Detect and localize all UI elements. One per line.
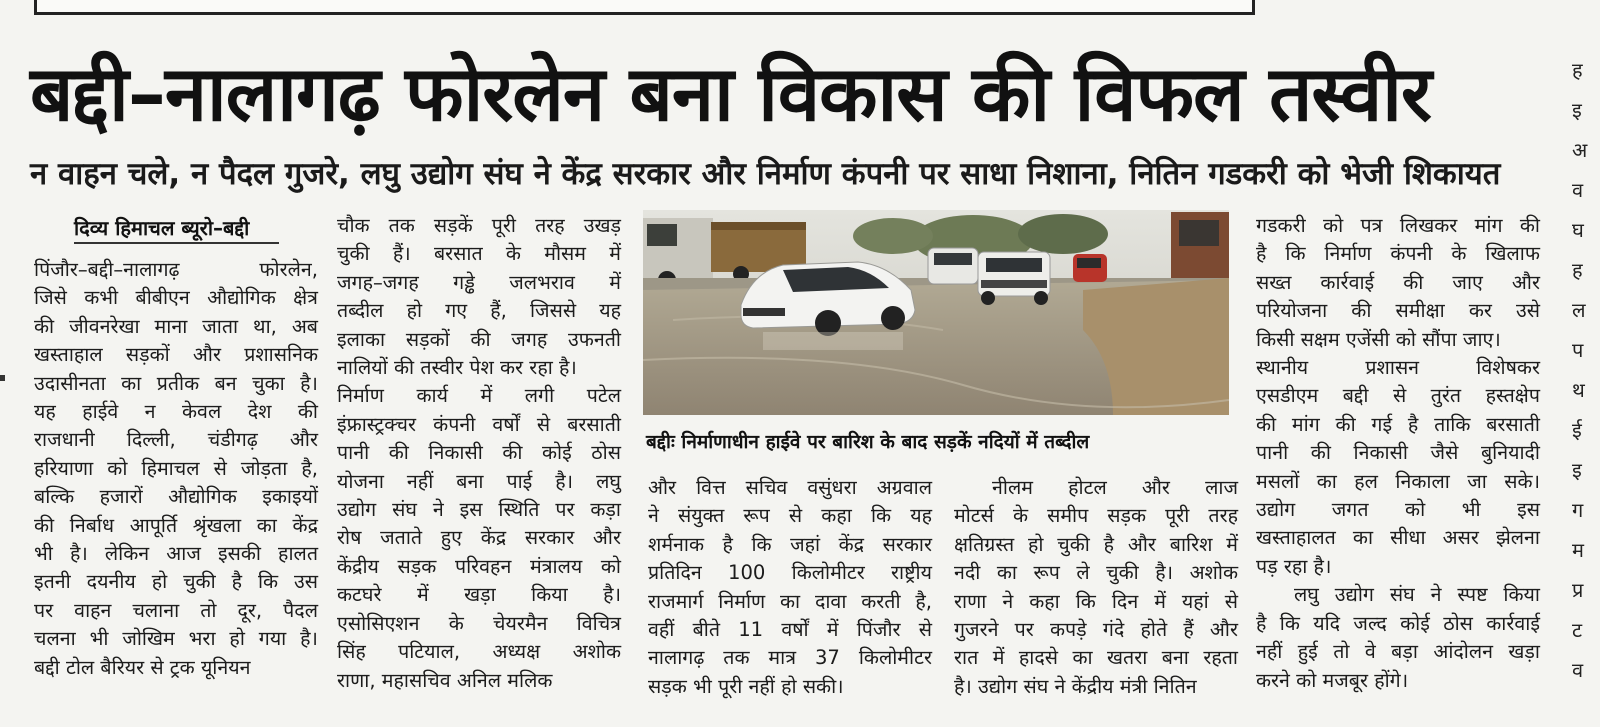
article-line: भी है। लेकिन आज इसकी हालत [34, 542, 318, 566]
article-line: राणा ने कहा कि दिन में यहां से [954, 589, 1238, 613]
article-line: नालियों की तस्वीर पेश कर रहा है। [337, 356, 577, 380]
article-line: उदासीनता का प्रतीक बन चुका है। [34, 371, 318, 395]
flooded-highway-photo [643, 210, 1229, 415]
article-line: की निर्बाध आपूर्ति श्रृंखला का केंद्र [34, 513, 318, 537]
article-line: रात में हादसे का खतरा बना रहता [954, 646, 1238, 670]
article-line: चलना भी जोखिम भरा हो गया है। [34, 627, 318, 651]
adjacent-article-fragment [1568, 20, 1600, 727]
margin-fragment: इ [1572, 98, 1582, 122]
article-line: योजना नहीं बना पाई है। लघु [337, 469, 621, 493]
article-line: पड़ रहा है। [1256, 554, 1332, 578]
article-line: है। उद्योग संघ ने केंद्रीय मंत्री नितिन [954, 674, 1197, 698]
article-line: पानी की निकासी जैसे बुनियादी [1256, 441, 1540, 465]
article-column-1 [34, 214, 318, 682]
photo-caption: बद्दीः निर्माणाधीन हाईवे पर बारिश के बाद सड़कें नदियों में तब्दील [646, 431, 1090, 453]
margin-mark [0, 375, 5, 381]
margin-fragment: अ [1572, 138, 1588, 162]
margin-fragment: ह [1572, 58, 1583, 82]
article-line: उद्योग संघ ने इस स्थिति पर कड़ा [337, 498, 621, 522]
margin-fragment: व [1572, 178, 1584, 202]
article-line: पिंजौर–बद्दी–नालागढ़ फोरलेन, [34, 258, 318, 281]
article-line: ने संयुक्त रूप से कहा कि यह [648, 504, 932, 528]
article-line: कटघरे में खड़ा किया है। [337, 583, 621, 607]
margin-fragment: ग [1572, 498, 1584, 522]
margin-fragment: प [1572, 338, 1584, 362]
margin-fragment: घ [1572, 218, 1584, 242]
margin-fragment: व [1572, 658, 1584, 682]
column-3-body [648, 474, 932, 701]
article-line: गडकरी को पत्र लिखकर मांग की [1256, 214, 1540, 237]
byline: दिव्य हिमाचल ब्यूरो–बद्दी [74, 214, 279, 244]
article-line: खस्ताहाल सड़कों और प्रशासनिक [34, 343, 318, 367]
article-line: सख्त कार्रवाई की जाए और [1256, 270, 1540, 294]
article-line: प्रतिदिन 100 किलोमीटर राष्ट्रीय [648, 561, 932, 585]
article-line: राजमार्ग निर्माण का दावा करती है, [648, 589, 932, 613]
article-line: निर्माण कार्य में लगी पटेल [337, 384, 621, 408]
article-line: खस्ताहालत का सीधा असर झेलना [1256, 526, 1540, 550]
column-1-body [34, 256, 318, 682]
article-line: यह हाईवे न केवल देश की [34, 400, 318, 424]
article-line: लघु उद्योग संघ ने स्पष्ट किया [1294, 583, 1540, 607]
article-line: है कि निर्माण कंपनी के खिलाफ [1256, 242, 1540, 266]
article-line: राणा, महासचिव अनिल मलिक [337, 668, 553, 692]
article-line: क्षतिग्रस्त हो चुकी है और बारिश में [954, 532, 1238, 556]
article-line: एसडीएम बद्दी से तुरंत हस्तक्षेप [1256, 384, 1540, 408]
headline: बद्दी–नालागढ़ फोरलेन बना विकास की विफल तस्वीर [30, 49, 1431, 138]
margin-fragment: ल [1572, 298, 1586, 322]
article-line: राजधानी दिल्ली, चंडीगढ़ और [34, 428, 318, 452]
article-line: जगह–जगह गड्ढे जलभराव में [337, 270, 621, 294]
column-5-body [1256, 212, 1540, 695]
column-2-body [337, 212, 621, 695]
article-line: पर वाहन चलाना तो दूर, पैदल [34, 598, 318, 622]
article-line: नीलम होटल और लाज [992, 476, 1238, 499]
margin-fragment: इ [1572, 458, 1582, 482]
article-line: शर्मनाक है कि जहां केंद्र सरकार [648, 532, 932, 556]
margin-fragment: ह [1572, 258, 1583, 282]
article-line: सिंह पटियाल, अध्यक्ष अशोक [337, 640, 621, 664]
article-line: उद्योग जगत को भी इस [1256, 498, 1540, 522]
article-column-5 [1256, 212, 1540, 695]
article-line: मसलों का हल निकाला जा सके। [1256, 469, 1540, 493]
article-line: है कि यदि जल्द कोई ठोस कार्रवाई [1256, 611, 1540, 635]
article-line: की जीवनरेखा माना जाता था, अब [34, 314, 318, 338]
margin-fragment: म [1572, 538, 1584, 562]
article-line: स्थानीय प्रशासन विशेषकर [1256, 356, 1540, 380]
article-line: इंफ्रास्ट्रक्चर कंपनी वर्षों से बरसाती [337, 412, 621, 436]
article-line: एसोसिएशन के चेयरमैन विचित्र [337, 611, 621, 635]
margin-fragment: प्र [1572, 578, 1584, 602]
article-line: तब्दील हो गए हैं, जिससे यह [337, 299, 621, 323]
column-4-body [954, 474, 1238, 701]
article-line: नदी का रूप ले चुकी है। अशोक [954, 561, 1238, 585]
previous-article-box [34, 0, 1255, 15]
article-column-2 [337, 212, 621, 695]
article-line: चौक तक सड़कें पूरी तरह उखड़ [337, 214, 621, 237]
margin-fragment: थ [1572, 378, 1585, 402]
article-line: और वित्त सचिव वसुंधरा अग्रवाल [648, 476, 932, 499]
article-line: मोटर्स के समीप सड़क पूरी तरह [954, 504, 1238, 528]
article-line: जिसे कभी बीबीएन औद्योगिक क्षेत्र [34, 286, 318, 310]
article-line: गुजरने पर कपड़े गंदे होते हैं और [954, 618, 1238, 642]
article-line: चुकी हैं। बरसात के मौसम में [337, 242, 621, 266]
article-line: सड़क भी पूरी नहीं हो सकी। [648, 674, 844, 698]
article-column-3 [648, 474, 932, 701]
article-line: करने को मजबूर होंगे। [1256, 668, 1409, 692]
article-line: बद्दी टोल बैरियर से ट्रक यूनियन [34, 655, 251, 679]
article-line: बल्कि हजारों औद्योगिक इकाइयों [34, 485, 318, 509]
news-photo [643, 210, 1229, 415]
margin-fragment: ट [1572, 618, 1583, 642]
article-line: हरियाणा को हिमाचल से जोड़ता है, [34, 456, 318, 480]
article-line: इलाका सड़कों की जगह उफनती [337, 327, 621, 351]
article-line: रोष जताते हुए केंद्र सरकार और [337, 526, 621, 550]
subheadline: न वाहन चले, न पैदल गुजरे, लघु उद्योग संघ ने केंद्र सरकार और निर्माण कंपनी पर साधा निशाना, नितिन गडकरी को भेजी शिकायत [30, 156, 1501, 192]
article-column-4 [954, 474, 1238, 701]
article-line: किसी सक्षम एजेंसी को सौंपा जाए। [1256, 327, 1501, 351]
article-line: परियोजना की समीक्षा कर उसे [1256, 299, 1540, 323]
article-line: की मांग की गई है ताकि बरसाती [1256, 412, 1540, 436]
margin-fragment: ई [1572, 418, 1582, 442]
article-line: नालागढ़ तक मात्र 37 किलोमीटर [648, 646, 932, 670]
article-line: नहीं हुई तो वे बड़ा आंदोलन खड़ा [1256, 640, 1540, 664]
article-line: वहीं बीते 11 वर्षों में पिंजौर से [648, 618, 932, 642]
article-line: इतनी दयनीय हो चुकी है कि उस [34, 570, 318, 594]
article-line: केंद्रीय सड़क परिवहन मंत्रालय को [337, 554, 621, 578]
article-line: पानी की निकासी की कोई ठोस [337, 441, 621, 465]
